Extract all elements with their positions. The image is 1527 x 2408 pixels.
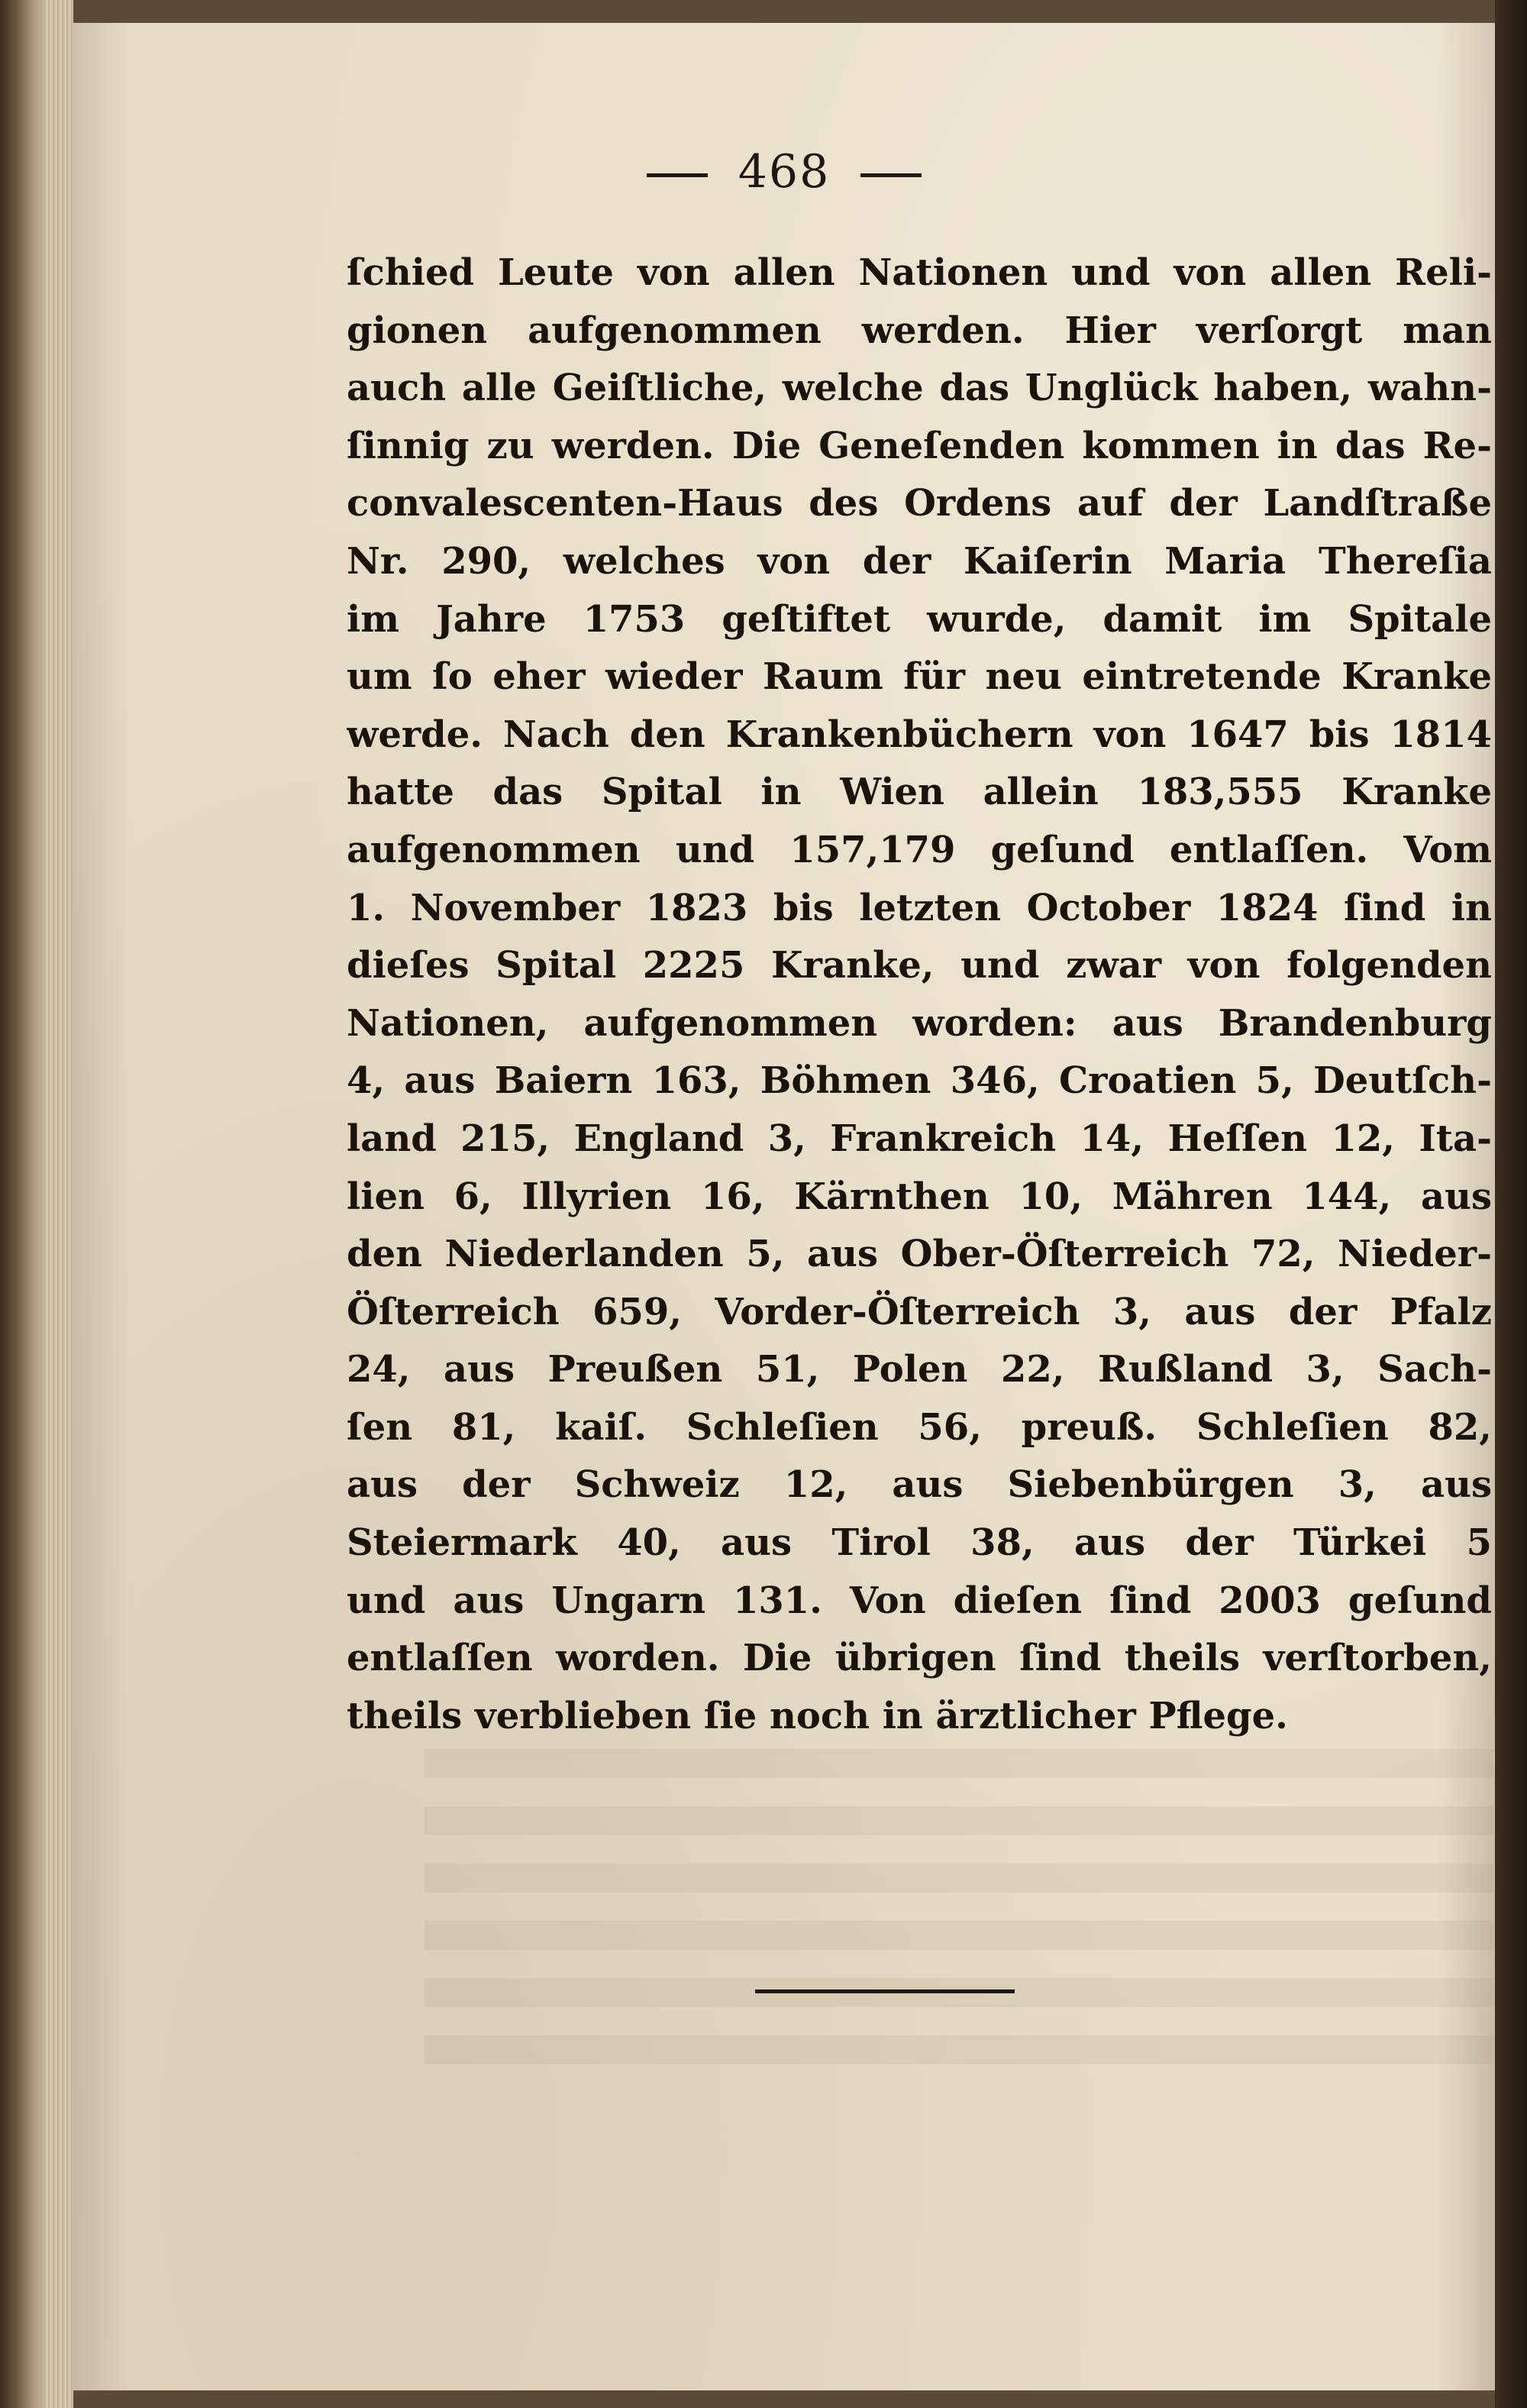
text-line: Nr. 290, welches von der Kaiſerin Maria Thereſia [347, 539, 1492, 583]
text-line: aus der Schweiz 12, aus Siebenbürgen 3, aus [347, 1463, 1492, 1507]
text-line: ſchied Leute von allen Nationen und von allen Reli- [347, 251, 1492, 294]
header-dash-left [647, 173, 708, 177]
page-stack-edge [46, 0, 73, 2408]
book-binding-edge [0, 0, 46, 2408]
text-line: ſen 81, kaiſ. Schleſien 56, preuß. Schleſien 82, [347, 1405, 1492, 1449]
text-line: ſinnig zu werden. Die Geneſenden kommen in das Re- [347, 424, 1492, 467]
text-line: den Niederlanden 5, aus Ober-Öſterreich 72, Nieder- [347, 1233, 1492, 1276]
text-line: entlaſſen worden. Die übrigen ſind theils verſtorben, [347, 1637, 1492, 1680]
text-line: dieſes Spital 2225 Kranke, und zwar von folgenden [347, 944, 1492, 987]
text-line: und aus Ungarn 131. Von dieſen ſind 2003 geſund [347, 1579, 1492, 1622]
page-number: 468 [738, 145, 831, 199]
text-line: 4, aus Baiern 163, Böhmen 346, Croatien 5, Deutſch- [347, 1059, 1492, 1103]
text-line: werde. Nach den Krankenbüchern von 1647 bis 1814 [347, 713, 1492, 756]
text-line: um ſo eher wieder Raum für neu eintretende Kranke [347, 655, 1492, 699]
text-line: Öſterreich 659, Vorder-Öſterreich 3, aus der Pfalz [347, 1290, 1492, 1333]
text-line: gionen aufgenommen werden. Hier verſorgt man [347, 309, 1492, 352]
text-line: lien 6, Illyrien 16, Kärnthen 10, Mähren 144, aus [347, 1175, 1492, 1218]
book-page [73, 23, 1495, 2390]
text-line: auch alle Geiſtliche, welche das Unglück haben, wahn- [347, 367, 1492, 410]
text-line: Steiermark 40, aus Tirol 38, aus der Türkei 5 [347, 1521, 1492, 1565]
body-text [347, 244, 1492, 1745]
text-line: Nationen, aufgenommen worden: aus Brandenburg [347, 1001, 1492, 1045]
text-line: theils verblieben ſie noch in ärztlicher Pflege. [347, 1694, 1288, 1737]
text-line: land 215, England 3, Frankreich 14, Heſſen 12, Ita- [347, 1117, 1492, 1160]
text-line: hatte das Spital in Wien allein 183,555 Kranke [347, 771, 1492, 814]
scan-background-edge [1495, 0, 1527, 2408]
text-line: aufgenommen und 157,179 geſund entlaſſen. Vom [347, 828, 1492, 871]
text-line: convalescenten-Haus des Ordens auf der Landſtraße [347, 482, 1492, 525]
section-end-rule [755, 1989, 1015, 1993]
header-dash-right [860, 173, 922, 177]
text-line: 1. November 1823 bis letzten October 1824 ſind in [347, 886, 1492, 929]
page-header [73, 145, 1495, 199]
bleed-through-shadow [425, 1749, 1493, 2070]
text-line: im Jahre 1753 geſtiftet wurde, damit im Spitale [347, 597, 1492, 641]
text-line: 24, aus Preußen 51, Polen 22, Rußland 3, Sach- [347, 1348, 1492, 1391]
